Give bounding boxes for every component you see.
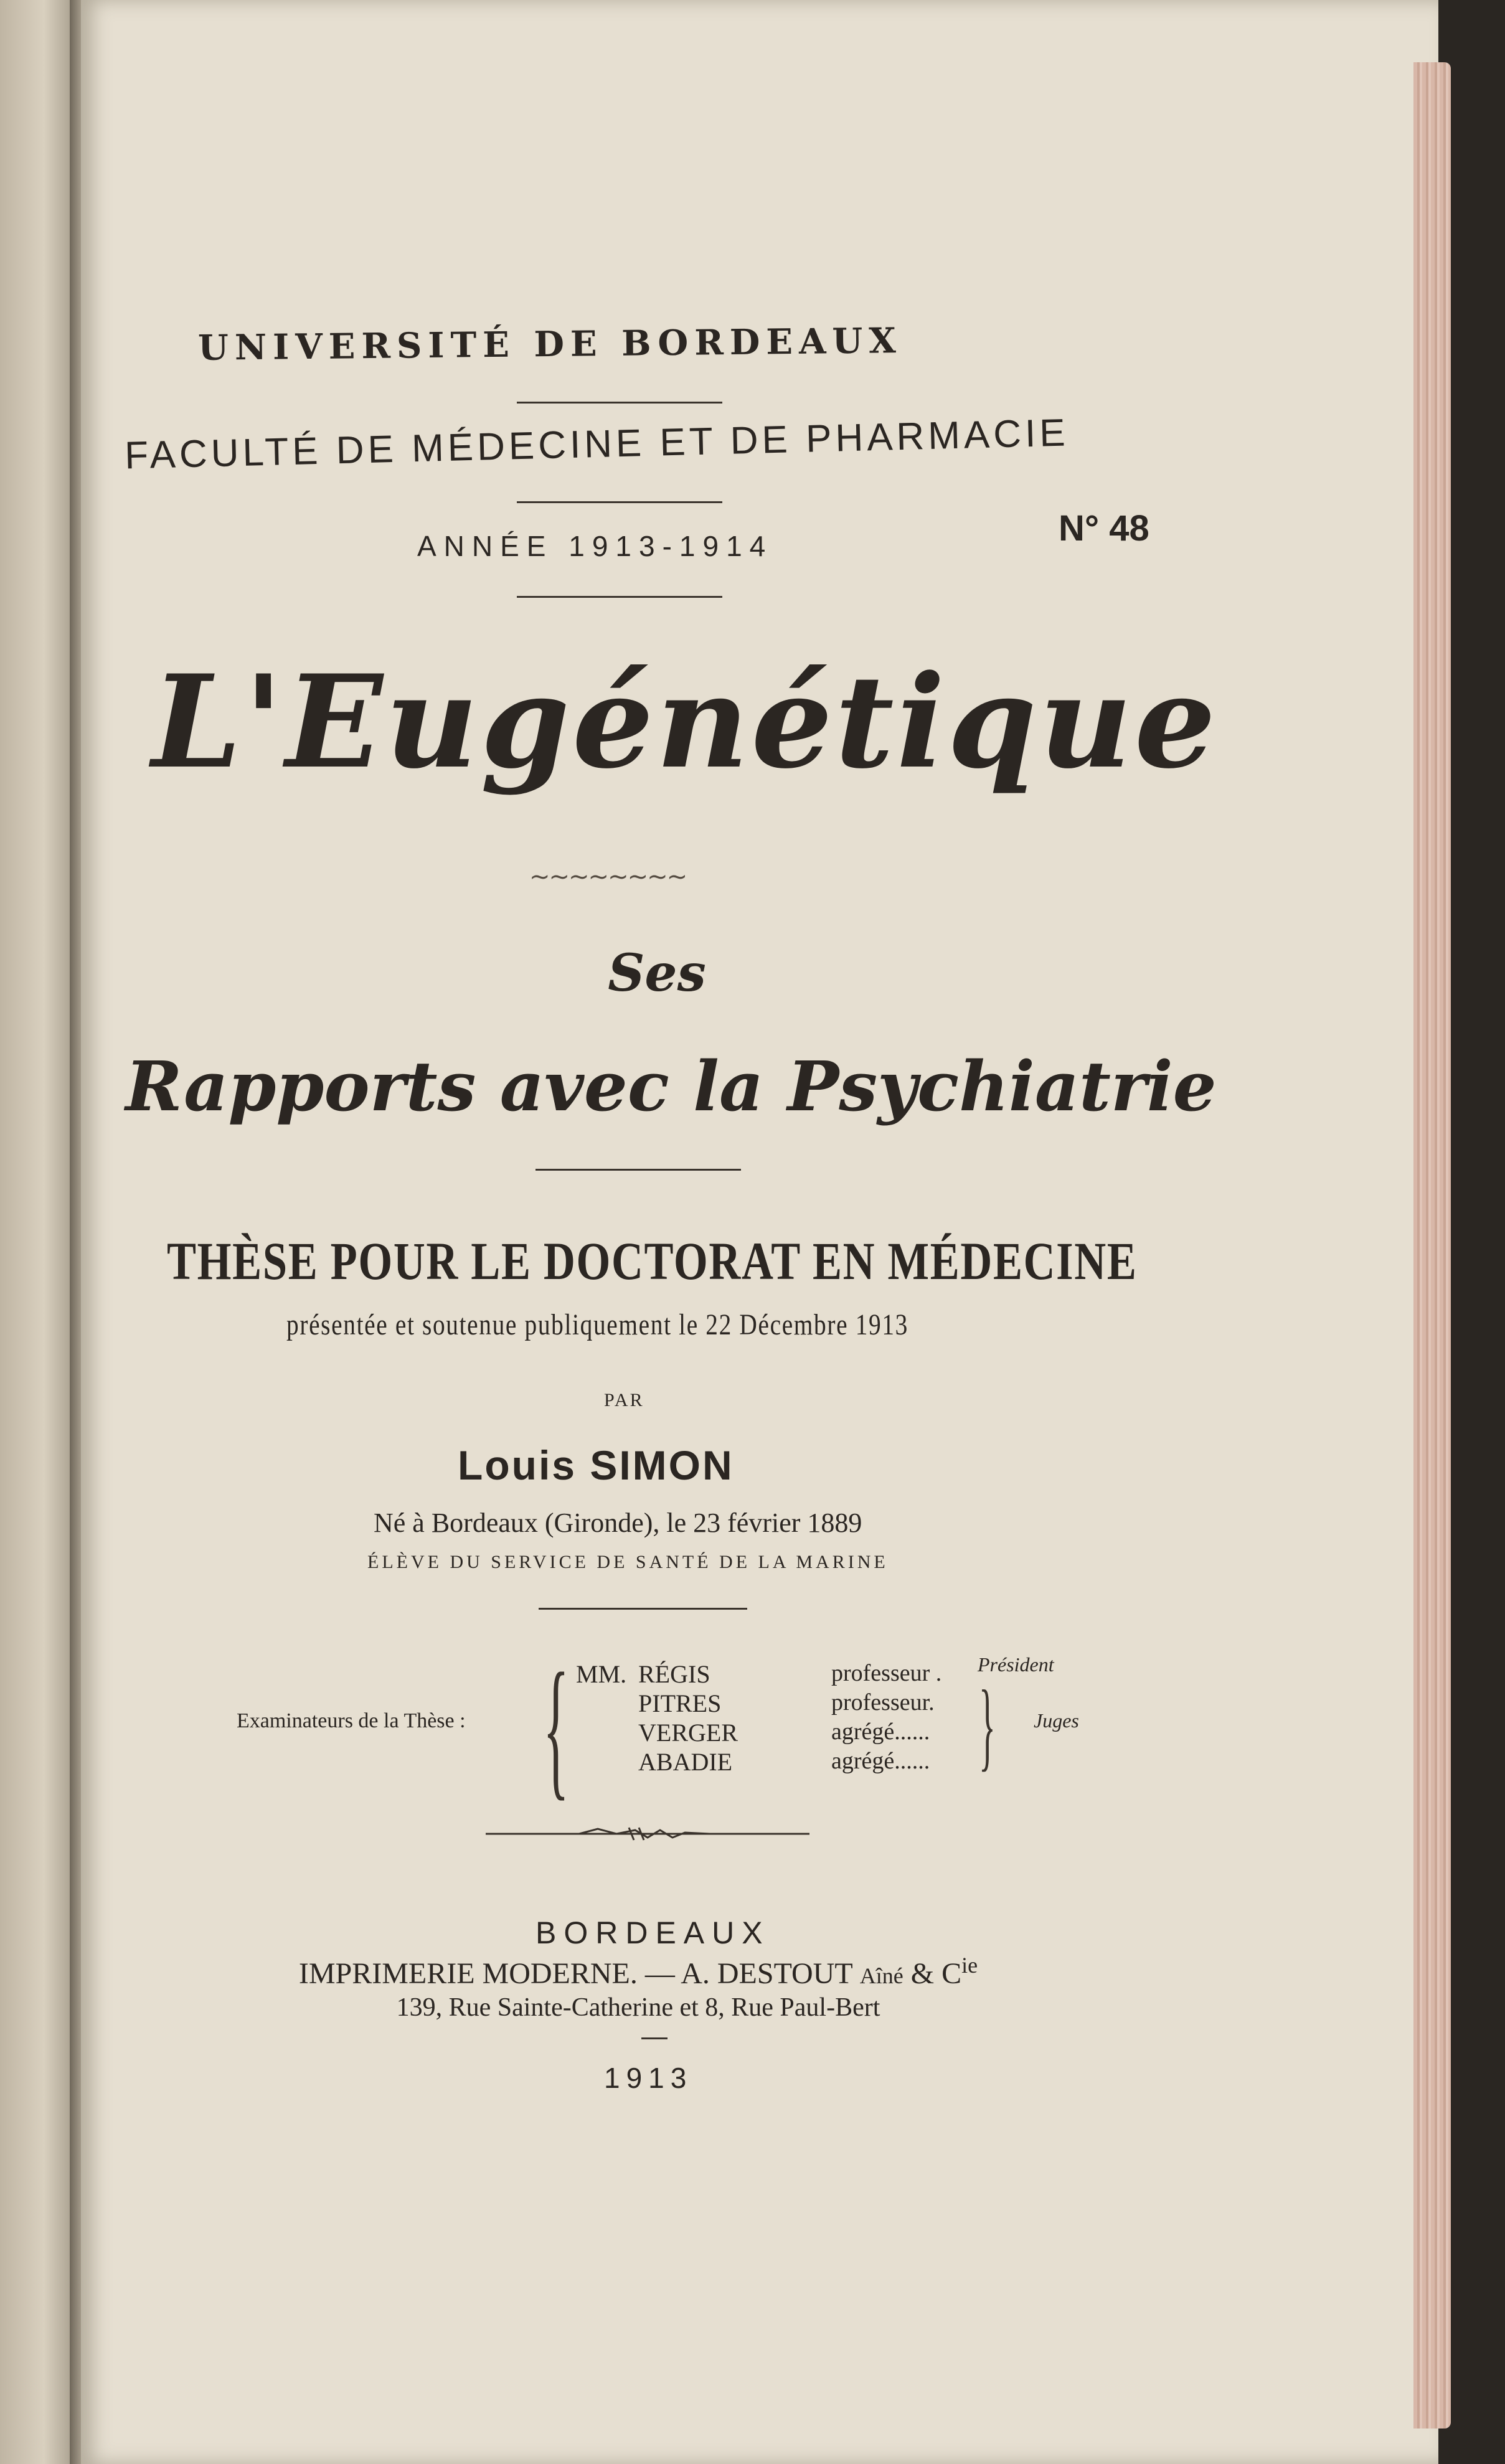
page-stack-edge [1413,62,1451,2429]
examiner-name: ABADIE [638,1748,733,1776]
par-label: PAR [604,1390,644,1410]
divider-4 [535,1169,741,1171]
printer-suffix: Aîné [859,1963,903,1988]
publication-year: 1913 [604,2062,693,2094]
printer-company: & C [903,1957,962,1990]
author-name: Louis SIMON [458,1442,734,1488]
printer-main: IMPRIMERIE MODERNE. — A. DESTOUT [298,1957,860,1990]
examiner-name: RÉGIS [638,1660,710,1688]
printer-address: 139, Rue Sainte-Catherine et 8, Rue Paul-Bert [396,1993,880,2022]
wavy-ornament: ~~~~~~~~ [529,862,687,891]
author-status: ÉLÈVE DU SERVICE DE SANTÉ DE LA MARINE [367,1552,889,1572]
left-brace: { [543,1641,569,1814]
left-page-edge [0,0,73,2464]
right-brace: } [979,1669,996,1780]
thesis-heading: THÈSE POUR LE DOCTORAT EN MÉDECINE [167,1231,1138,1291]
faculty-heading: FACULTÉ DE MÉDECINE ET DE PHARMACIE [124,411,1070,478]
divider-5 [539,1608,747,1610]
subtitle-rapports: Rapports avec la Psychiatrie [125,1046,1217,1126]
publisher-city: BORDEAUX [535,1915,770,1950]
examiner-name: PITRES [638,1689,722,1717]
examiner-role: professeur . [831,1660,942,1686]
judges-label: Juges [1034,1709,1079,1732]
divider-2 [517,501,722,503]
main-title: L'Eugénétique [151,648,1219,797]
examiner-role: agrégé...... [831,1748,930,1774]
divider-1 [517,402,722,404]
printer-company-sup: ie [961,1953,978,1978]
academic-year: ANNÉE 1913-1914 [417,530,773,562]
printer-line [0,1952,1276,1991]
jury-label: Examinateurs de la Thèse : [237,1709,466,1732]
decorative-rule-ornament [486,1821,809,1846]
author-birth: Né à Bordeaux (Gironde), le 23 février 1889 [374,1508,862,1538]
presentation-date: présentée et soutenue publiquement le 22 Décembre 1913 [286,1308,908,1341]
mm-prefix: MM. [576,1660,627,1688]
divider-6 [641,2037,668,2039]
examiner-role: professeur. [831,1689,935,1716]
subtitle-ses: Ses [608,943,706,1003]
examiner-name: VERGER [638,1719,738,1747]
divider-3 [517,596,722,598]
president-label: Président [978,1653,1054,1676]
thesis-number: N° 48 [1059,508,1149,549]
university-heading: UNIVERSITÉ DE BORDEAUX [197,320,903,369]
examiner-role: agrégé...... [831,1719,930,1745]
